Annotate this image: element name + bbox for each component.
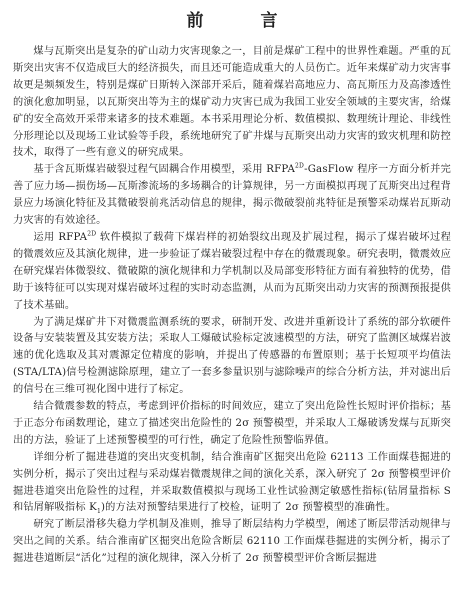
- body-text: [13, 44, 451, 568]
- page-title: 前 言: [186, 11, 298, 31]
- paragraph-6: 详细分析了掘进巷道的突出灾变机制，结合淮南矿区掘突出危险 62113 工作面煤巷掘进的实例分析，揭示了突出过程与采动煤岩微震规律之间的演化关系，深入研究了 2σ 预警模型评价掘进巷道突出危险性的过程，并采取数值模拟与现场工业性试验测定敏感性指标(钻屑量指标 S 和钻屑解吸指标 $K_1$)的方法对预警结果进行了校检，证明了 2σ 预警模型的准确性。: [13, 451, 451, 516]
- paragraph-3: 运用 $RFPA^{2D}$ 软件模拟了载荷下煤岩样的初始裂纹出现及扩展过程，揭示了煤岩破坏过程的微震效应及其演化规律，进一步验证了煤岩破裂过程中存在的微震现象。研究表明，微震效应在研究煤岩体微裂纹、微破隙的演化规律和力学机制以及局部变形特征方面有着独特的优势，借助于该特征可以实现对煤岩破坏过程的实时动态监测，从而为瓦斯突出动力灾害的预测预报提供了技术基础。: [13, 230, 451, 311]
- paragraph-4: 为了满足煤矿井下对微震监测系统的要求，研制开发、改进并重新设计了系统的部分软硬件设备与安装装置及其安装方法；采取人工爆破试验标定波速模型的方法，研究了监测区域煤岩波速的优化选取及其对震源定位精度的影响，并提出了传感器的布置原则；基于长短项平均值法(STA/LTA)信号检测滤除原理，建立了一套多参量识别与滤除噪声的综合分析方法，并对滤出后的信号在三维可视化图中进行了标定。: [13, 316, 451, 396]
- paragraph-1: 煤与瓦斯突出是复杂的矿山动力灾害现象之一，目前是煤矿工程中的世界性难题。严重的瓦斯突出灾害不仅造成巨大的经济损失，而且还可能造成重大的人员伤亡。近年来煤矿动力灾害事故更是频频发生，特别是煤矿日斯转入深部开采后，随着煤岩高地应力、高瓦斯压力及高渗透性的演化愈加明显，以瓦斯突出等为主的煤矿动力灾害已成为我国工业安全领域的主要灾害，给煤矿的安全高效开采带来诸多的技术难题。本书采用理论分析、数值模拟、数理统计理论、非线性分形理论以及现场工业试验等手段，系统地研究了矿井煤与瓦斯突出动力灾害的致灾机理和防控技术，取得了一些有意义的研究成果。: [13, 46, 451, 159]
- paragraph-2: 基于含瓦斯煤岩破裂过程气固耦合作用模型，采用 $RFPA^{2D}$-GasFlow 程序一方面分析并完善了应力场—损伤场—瓦斯渗流场的多场耦合的计算规律，另一方面模拟再现了瓦斯突出过程背景应力场演化特征及其微破裂前兆活动信息的规律，揭示微破裂前兆特征是预警采动煤岩瓦斯动力灾害的有效途径。: [13, 162, 451, 227]
- paragraph-7: 研究了断层滑移失稳力学机制及准则，推导了断层结构力学模型，阐述了断层带活动规律与突出之间的关系。结合淮南矿区掘突出危险含断层 62110 工作面煤巷掘进的实例分析，揭示了掘进巷道断层“活化”过程的演化规律，深入分析了 2σ 预警模型评价含断层掘进: [13, 519, 451, 565]
- paragraph-5: 结合微震参数的特点，考虑到评价指标的时间效应，建立了突出危险性长短时评价指标；基于正态分布函数理论，建立了描述突出危险性的 2σ 预警模型，并采取人工爆破诱发煤与瓦斯突出的方法，验证了上述预警模型的可行性，确定了危险性预警临界值。: [13, 401, 451, 446]
